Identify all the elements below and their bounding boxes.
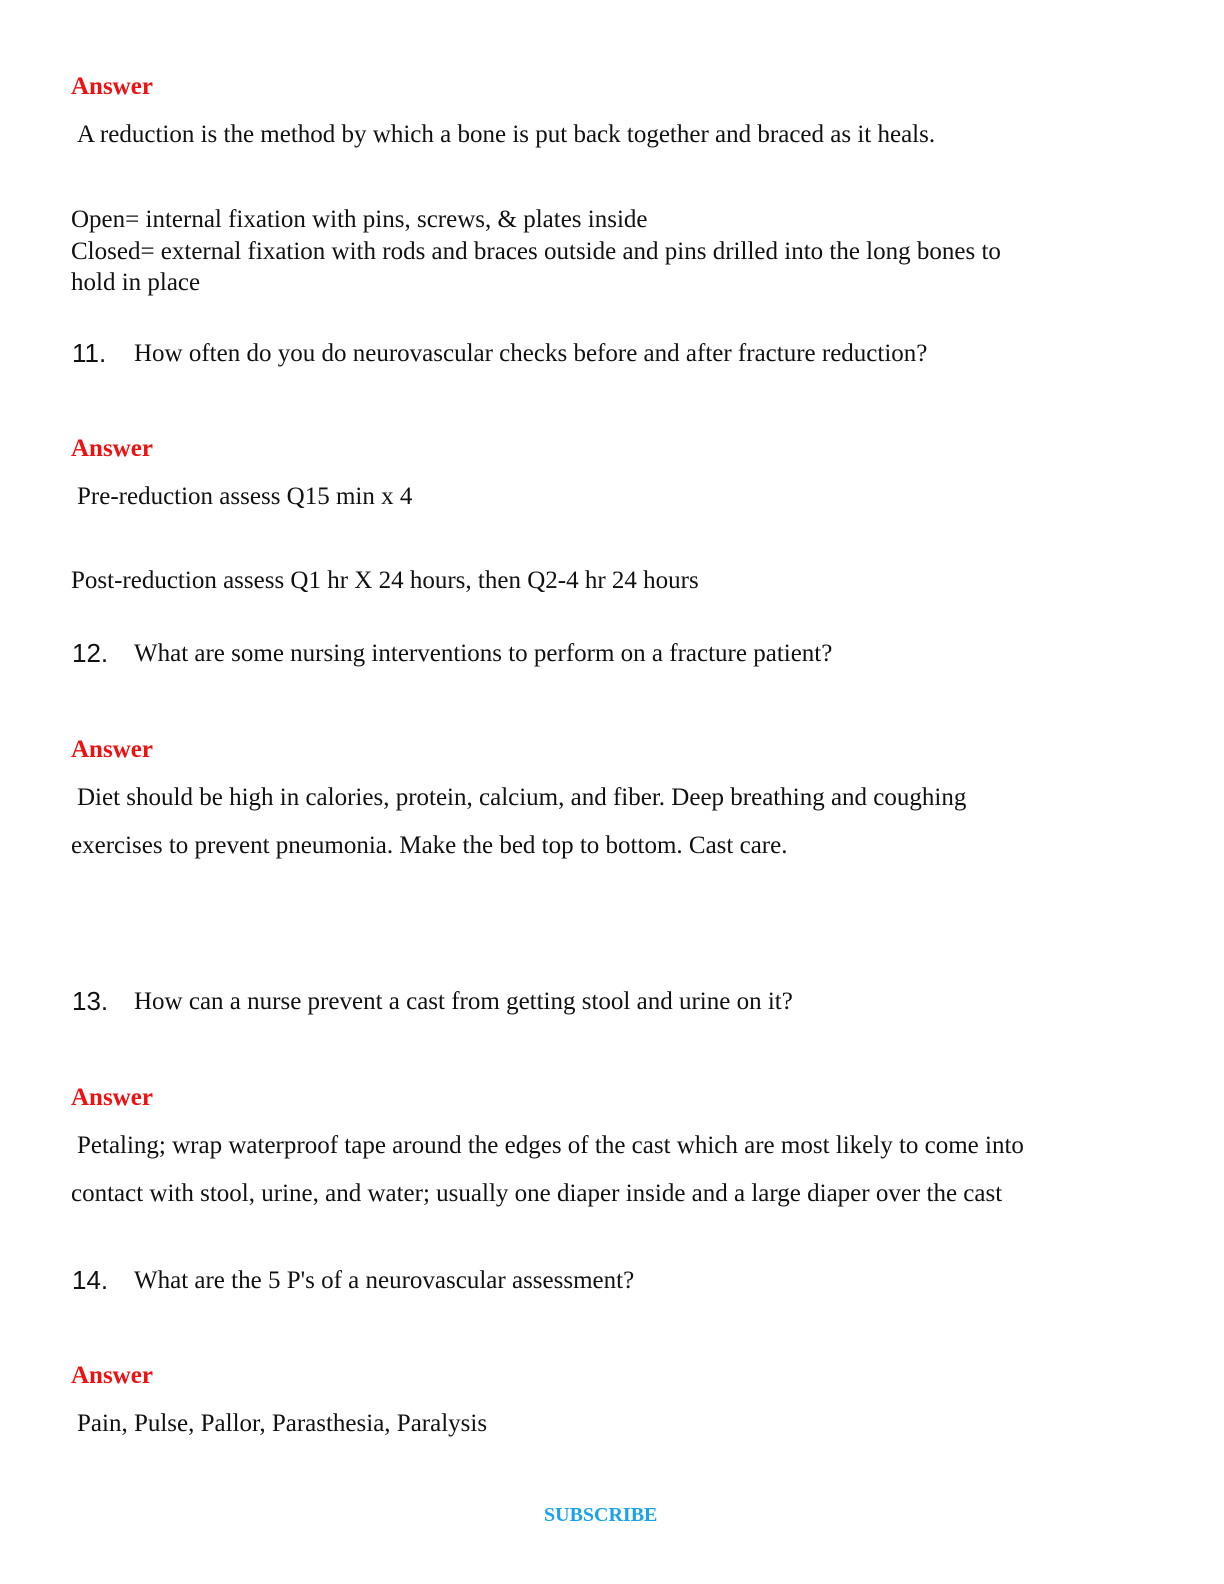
- answer-text-closed: Closed= external fixation with rods and braces outside and pins drilled into the long bones to: [71, 238, 1001, 265]
- answer-text: Pre-reduction assess Q15 min x 4: [77, 483, 413, 510]
- question-number: 11.: [72, 338, 107, 368]
- answer-label: Answer: [71, 435, 153, 462]
- question-text: What are the 5 P's of a neurovascular assessment?: [134, 1267, 635, 1294]
- answer-text-open: Open= internal fixation with pins, screws, & plates inside: [71, 206, 648, 233]
- question-number: 14.: [72, 1265, 109, 1295]
- answer-text: exercises to prevent pneumonia. Make the bed top to bottom. Cast care.: [71, 832, 788, 859]
- question-text: What are some nursing interventions to perform on a fracture patient?: [134, 640, 833, 667]
- answer-label: Answer: [71, 73, 153, 100]
- answer-label: Answer: [71, 736, 153, 763]
- answer-text: Petaling; wrap waterproof tape around the edges of the cast which are most likely to come into: [77, 1132, 1024, 1159]
- question-text: How often do you do neurovascular checks before and after fracture reduction?: [134, 340, 928, 367]
- answer-text: Pain, Pulse, Pallor, Parasthesia, Paralysis: [77, 1410, 488, 1437]
- question-number: 13.: [72, 986, 109, 1016]
- answer-label: Answer: [71, 1084, 153, 1111]
- answer-text-closed-cont: hold in place: [71, 269, 201, 296]
- answer-text: Post-reduction assess Q1 hr X 24 hours, then Q2-4 hr 24 hours: [71, 567, 699, 594]
- answer-label: Answer: [71, 1362, 153, 1389]
- question-text: How can a nurse prevent a cast from getting stool and urine on it?: [134, 988, 793, 1015]
- answer-text: Diet should be high in calories, protein, calcium, and fiber. Deep breathing and coughing: [77, 784, 967, 811]
- answer-text: contact with stool, urine, and water; usually one diaper inside and a large diaper over the cast: [71, 1180, 1003, 1207]
- subscribe-link[interactable]: SUBSCRIBE: [544, 1504, 658, 1526]
- answer-text: A reduction is the method by which a bone is put back together and braced as it heals.: [77, 121, 936, 148]
- question-number: 12.: [72, 638, 109, 668]
